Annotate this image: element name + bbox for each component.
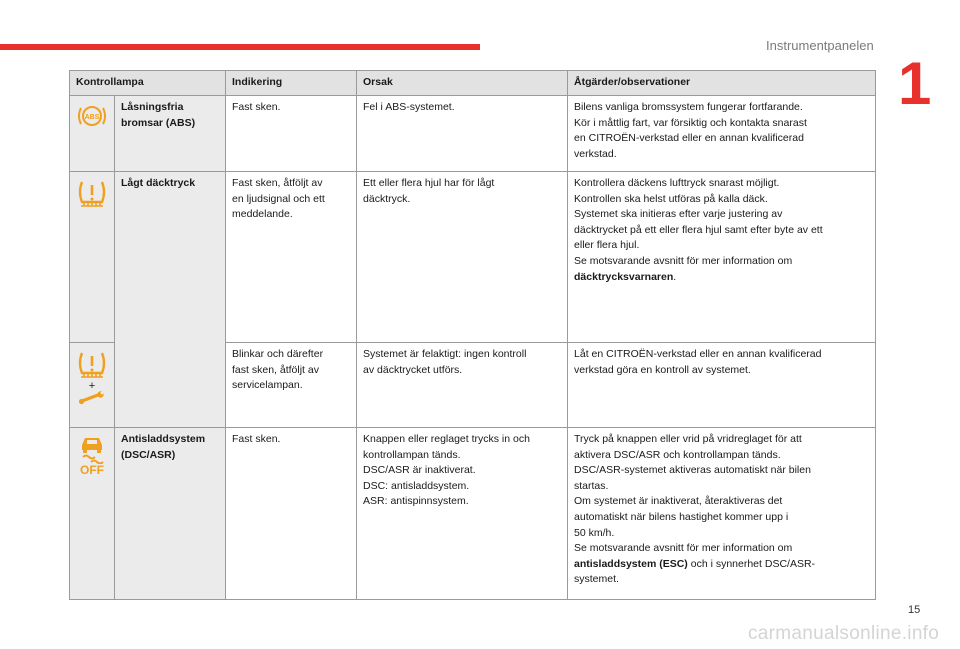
icon-cell — [70, 96, 115, 172]
off-label: OFF — [80, 463, 104, 477]
action-cell — [568, 172, 876, 343]
text-line: Knappen eller reglaget trycks in och — [363, 433, 530, 445]
table-row — [70, 96, 876, 172]
lamp-name-line: Låsningsfria — [121, 101, 184, 113]
indication-cell — [226, 96, 357, 172]
bold-reference: antisladdsystem (ESC) — [574, 557, 688, 570]
lamp-name-cell — [115, 96, 226, 172]
lamp-name-line: Antisladdsystem — [121, 433, 206, 445]
lamp-name-cell — [115, 172, 226, 428]
page-number: 15 — [908, 604, 921, 616]
action-cell — [568, 343, 876, 428]
text-line: Bilens vanliga bromssystem fungerar fortfarande. — [574, 101, 803, 113]
text-line: Låt en CITROËN-verkstad eller en annan kvalificerad — [574, 348, 822, 360]
bold-reference: däcktrycksvarnaren — [574, 270, 674, 283]
text-line: Systemet ska initieras efter varje justering av — [574, 208, 783, 221]
lamp-name-cell — [115, 428, 226, 600]
text-line: verkstad göra en kontroll av systemet. — [574, 363, 751, 376]
action-cell — [568, 428, 876, 600]
text-line: Fast sken, åtföljt av — [232, 177, 323, 189]
text-line: DSC/ASR-systemet aktiveras automatiskt när bilen — [574, 464, 811, 477]
icon-cell — [70, 343, 115, 428]
icon-cell — [70, 428, 115, 600]
text-line: Fast sken. — [232, 101, 281, 113]
lamp-name-line: (DSC/ASR) — [121, 448, 176, 461]
svg-text:ABS: ABS — [84, 114, 100, 121]
warning-lamp-table — [69, 70, 876, 600]
cause-cell — [357, 428, 568, 600]
col-header-cause: Orsak — [357, 71, 568, 96]
text-line: en ljudsignal och ett — [232, 192, 325, 205]
indication-cell — [226, 172, 357, 343]
watermark: carmanualsonline.info — [748, 623, 940, 644]
wrench-icon — [78, 391, 106, 405]
text-line: av däcktrycket utförs. — [363, 363, 463, 376]
text-line — [574, 557, 869, 573]
text-line: 50 km/h. — [574, 526, 615, 539]
text-line: Fel i ABS-systemet. — [363, 101, 455, 113]
col-header-action: Åtgärder/observationer — [568, 71, 876, 96]
cause-cell — [357, 343, 568, 428]
tyre-pressure-icon — [76, 349, 108, 381]
icon-stack — [70, 349, 114, 405]
indication-cell — [226, 343, 357, 428]
text-line: ASR: antispinnsystem. — [363, 495, 469, 508]
text-line: Systemet är felaktigt: ingen kontroll — [363, 348, 527, 360]
col-header-indication: Indikering — [226, 71, 357, 96]
section-title: Instrumentpanelen — [766, 38, 874, 53]
text-line: aktivera DSC/ASR och kontrollampan tänds. — [574, 448, 781, 461]
col-header-lamp: Kontrollampa — [70, 71, 226, 96]
plus-sign: + — [88, 380, 96, 392]
action-cell — [568, 96, 876, 172]
text-line: Blinkar och därefter — [232, 348, 324, 360]
text-line: DSC: antisladdsystem. — [363, 479, 470, 492]
lamp-name-line: Lågt däcktryck — [121, 177, 196, 189]
text-line: systemet. — [574, 573, 619, 586]
abs-warning-icon — [76, 102, 108, 130]
text-line: Fast sken. — [232, 433, 281, 445]
text-line: meddelande. — [232, 208, 293, 221]
text-line: startas. — [574, 479, 609, 492]
text-line: Tryck på knappen eller vrid på vridreglaget för att — [574, 433, 802, 445]
text-line: Kör i måttlig fart, var försiktig och kontakta snarast — [574, 116, 807, 129]
text-line: Se motsvarande avsnitt för mer information om — [574, 542, 793, 555]
text-line: Se motsvarande avsnitt för mer information om — [574, 254, 793, 267]
text-line: Ett eller flera hjul har för lågt — [363, 177, 495, 189]
text-fragment: och i synnerhet DSC/ASR- — [687, 557, 816, 570]
text-line: servicelampan. — [232, 379, 303, 392]
text-line: DSC/ASR är inaktiverat. — [363, 464, 476, 477]
text-line: eller flera hjul. — [574, 239, 640, 252]
table-header-row — [70, 71, 876, 96]
lamp-name-line: bromsar (ABS) — [121, 116, 196, 129]
text-line: fast sken, åtföljt av — [232, 363, 319, 376]
chapter-number: 1 — [898, 50, 932, 117]
tyre-pressure-icon — [76, 178, 108, 210]
text-line: en CITROËN-verkstad eller en annan kvalificerad — [574, 132, 804, 145]
icon-cell — [70, 172, 115, 343]
table-row — [70, 428, 876, 600]
text-line: kontrollampan tänds. — [363, 448, 461, 461]
table-row — [70, 172, 876, 343]
icon-stack — [70, 434, 114, 476]
indication-cell — [226, 428, 357, 600]
text-line: Kontrollera däckens lufttryck snarast möjligt. — [574, 177, 780, 189]
text-fragment: . — [673, 270, 677, 283]
text-line: Kontrollen ska helst utföras på kalla däck. — [574, 192, 768, 205]
cause-cell — [357, 172, 568, 343]
text-line: Om systemet är inaktiverat, återaktiveras det — [574, 495, 783, 508]
top-accent-bar — [0, 44, 480, 50]
text-line: däcktryck. — [363, 192, 411, 205]
dsc-off-icon — [77, 434, 107, 464]
text-line: automatiskt när bilens hastighet kommer upp i — [574, 510, 789, 523]
text-line: verkstad. — [574, 147, 617, 160]
text-line: däcktrycket på ett eller flera hjul samt efter byte av ett — [574, 223, 823, 236]
cause-cell — [357, 96, 568, 172]
text-line — [574, 270, 869, 286]
